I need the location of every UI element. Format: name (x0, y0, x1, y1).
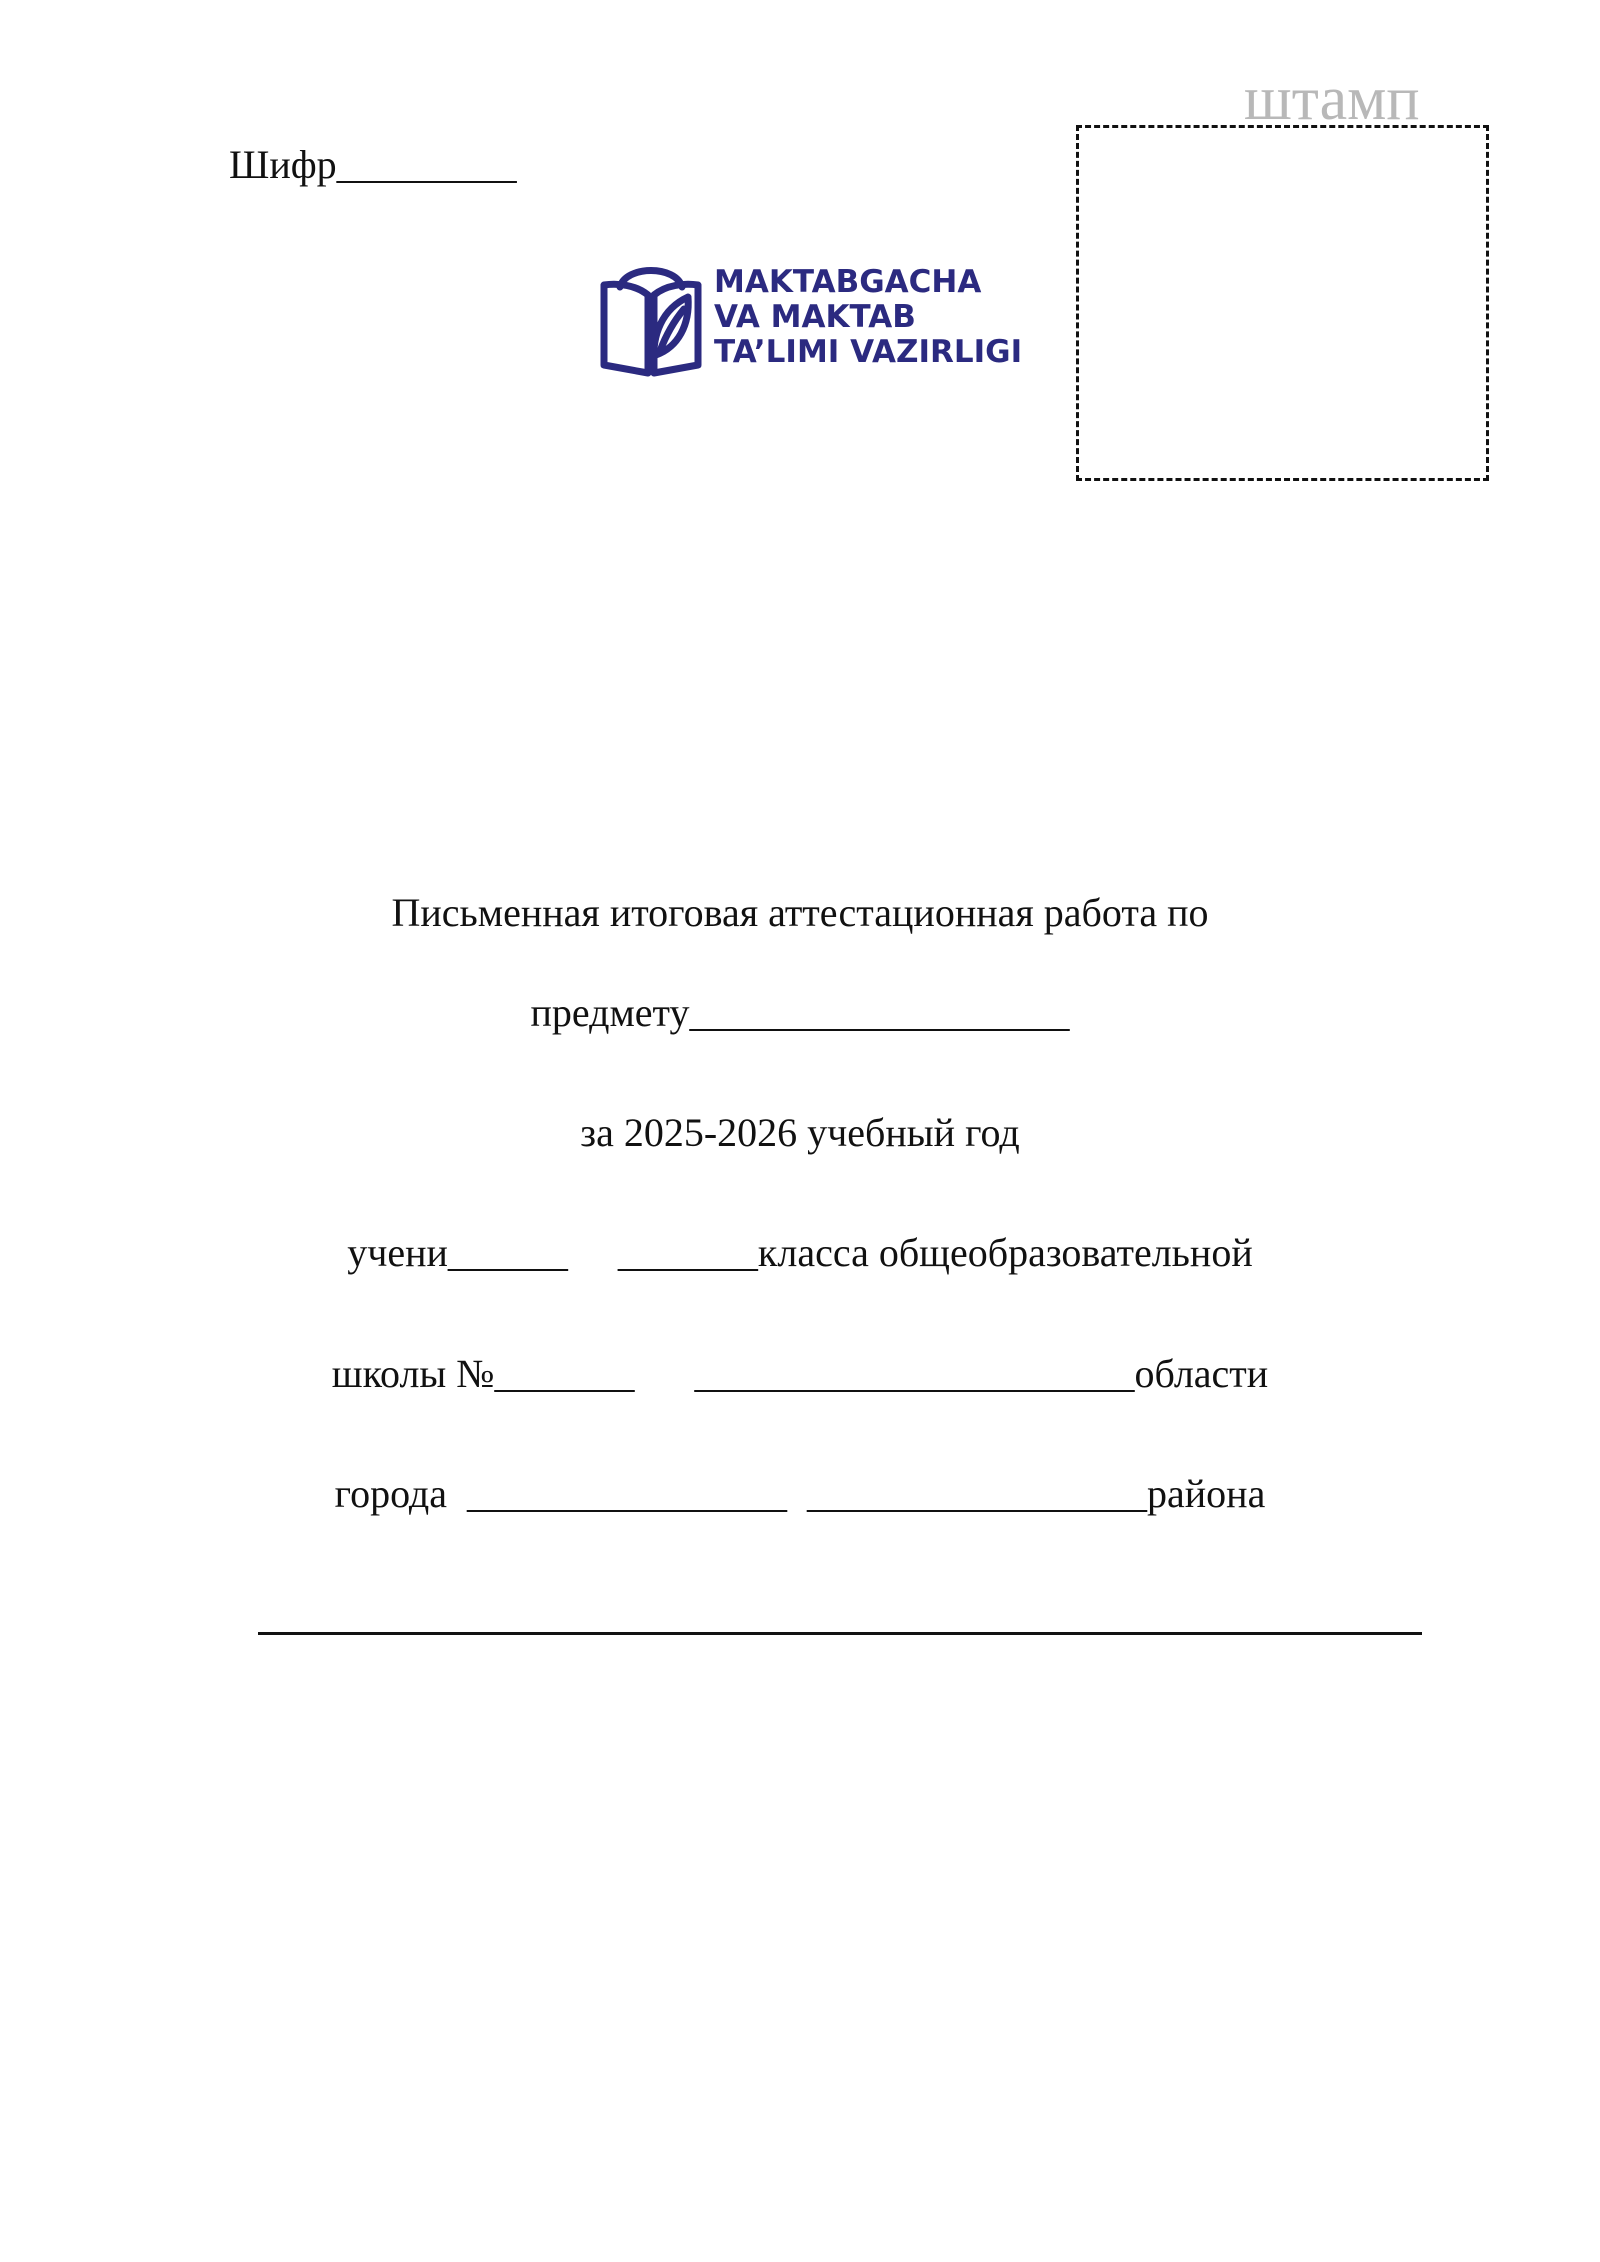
stamp-box (1076, 125, 1489, 481)
stamp-label: штамп (1244, 65, 1420, 133)
logo-line-3: TA’LIMI VAZIRLIGI (714, 334, 1023, 370)
logo-line-1: MAKTABGACHA (714, 264, 982, 300)
city-district-line: города ________________ _________________района (334, 1471, 1266, 1516)
logo-line-2: VA MAKTAB (714, 299, 916, 335)
academic-year-line: за 2025-2026 учебный год (580, 1110, 1020, 1155)
ministry-logo (596, 255, 1023, 385)
cipher-field: Шифр_________ (229, 142, 517, 187)
subject-line: предмету___________________ (530, 990, 1070, 1035)
name-underline (258, 1632, 1422, 1635)
book-leaf-icon (596, 255, 706, 385)
student-class-line: учени______ _______класса общеобразовательной (347, 1230, 1253, 1275)
title-line: Письменная итоговая аттестационная работа по (391, 890, 1209, 935)
school-region-line: школы №_______ ______________________области (331, 1351, 1269, 1396)
logo-wordmark (714, 265, 1022, 370)
